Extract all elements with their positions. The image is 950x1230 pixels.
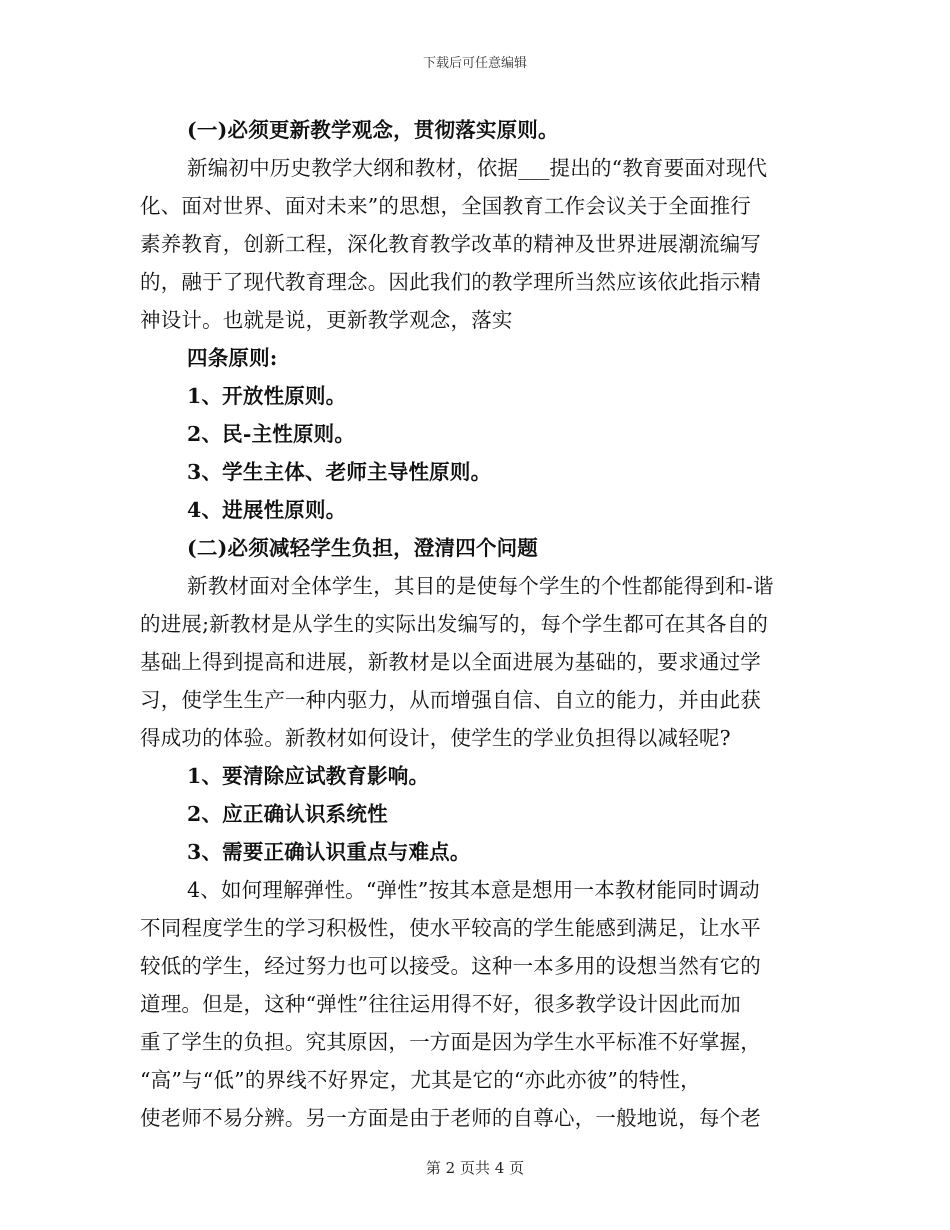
heading-line: 1、开放性原则。 xyxy=(187,384,347,408)
heading-line: 四条原则: xyxy=(187,346,278,370)
heading-line: (一)必须更新教学观念，贯彻落实原则。 xyxy=(187,118,559,142)
heading-line: 1、要清除应试教育影响。 xyxy=(187,764,430,788)
paragraph-line: 4、如何理解弹性。“弹性”按其本意是想用一本教材能同时调动 xyxy=(187,878,760,902)
paragraph-line: 基础上得到提高和进展，新教材是以全面进展为基础的，要求通过学 xyxy=(140,650,761,674)
paragraph-line: 使老师不易分辨。另一方面是由于老师的自尊心，一般地说，每个老 xyxy=(140,1106,761,1130)
paragraph-line: 新教材面对全体学生，其目的是使每个学生的个性都能得到和-谐 xyxy=(187,574,774,598)
heading-line: 3、学生主体、老师主导性原则。 xyxy=(187,460,492,484)
paragraph-line: 新编初中历史教学大纲和教材，依据___提出的“教育要面对现代 xyxy=(187,156,768,180)
heading-line: 2、民-主性原则。 xyxy=(187,422,356,446)
paragraph-line: 的进展;新教材是从学生的实际出发编写的，每个学生都可在其各自的 xyxy=(140,612,769,636)
paragraph-line: 不同程度学生的学习积极性，使水平较高的学生能感到满足，让水平 xyxy=(140,916,761,940)
paragraph-line: 较低的学生，经过努力也可以接受。这种一本多用的设想当然有它的 xyxy=(140,954,761,978)
paragraph-line: 得成功的体验。新教材如何设计，使学生的学业负担得以减轻呢? xyxy=(140,726,731,750)
document-body xyxy=(140,111,810,1137)
paragraph-line: 素养教育，创新工程，深化教育教学改革的精神及世界进展潮流编写 xyxy=(140,232,761,256)
paragraph-line: 化、面对世界、面对未来”的思想，全国教育工作会议关于全面推行 xyxy=(140,194,751,218)
paragraph-line: 的，融于了现代教育理念。因此我们的教学理所当然应该依此指示精 xyxy=(140,270,761,294)
heading-line: 2、应正确认识系统性 xyxy=(187,802,388,826)
paragraph-line: 道理。但是，这种“弹性”往往运用得不好，很多教学设计因此而加 xyxy=(140,992,741,1016)
page-footer: 第 2 页共 4 页 xyxy=(425,1159,525,1177)
heading-line: (二)必须减轻学生负担，澄清四个问题 xyxy=(187,536,538,560)
page-header: 下载后可任意编辑 xyxy=(422,56,527,71)
paragraph-line: “高”与“低”的界线不好界定，尤其是它的“亦此亦彼”的特性， xyxy=(140,1068,701,1092)
heading-line: 3、需要正确认识重点与难点。 xyxy=(187,840,471,864)
paragraph-line: 重了学生的负担。究其原因，一方面是因为学生水平标准不好掌握， xyxy=(140,1030,761,1054)
paragraph-line: 神设计。也就是说，更新教学观念，落实 xyxy=(140,308,513,332)
heading-line: 4、进展性原则。 xyxy=(187,498,347,522)
paragraph-line: 习，使学生生产一种内驱力，从而增强自信、自立的能力，并由此获 xyxy=(140,688,761,712)
